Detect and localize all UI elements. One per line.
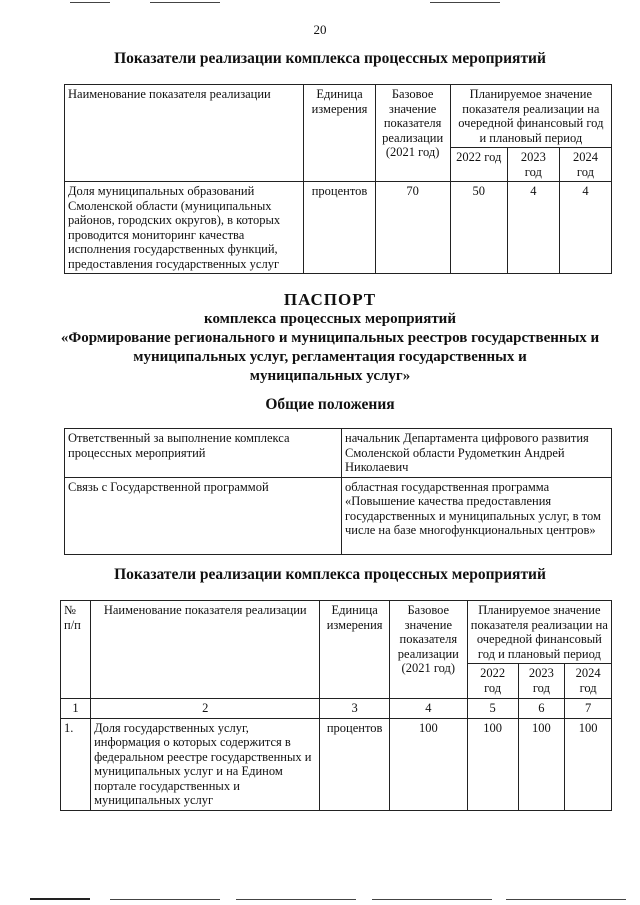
scan-artifact (506, 899, 626, 900)
header-year-2022: 2022 год (450, 148, 507, 182)
header-year-2024: 2024 год (565, 664, 612, 699)
indicator-2024: 100 (565, 718, 612, 810)
passport-subtitle (40, 310, 620, 386)
scan-artifact (430, 2, 500, 3)
table-row (65, 429, 612, 478)
header-num: № п/п (61, 601, 91, 699)
indicator-name: Доля государственных услуг, информация о которых содержится в федеральном реестре государственных и муниципальных услуг и на Едином портале государственных и муниципальных услуг (91, 718, 320, 810)
header-planned: Планируемое значение показателя реализации на очередной финансовый год и плановый период (450, 85, 611, 148)
header-base-label: Базовое значение показателя реализации (382, 87, 444, 145)
header-base-label: Базовое значение показателя реализации (397, 603, 459, 661)
passport-line-4: муниципальных услуг» (249, 368, 411, 384)
indicator-unit: процентов (304, 182, 375, 274)
table-row (65, 477, 612, 554)
scan-artifact (30, 898, 90, 900)
scan-artifact (70, 2, 110, 3)
general-heading: Общие положения (265, 396, 395, 413)
indicator-2023: 4 (507, 182, 559, 274)
header-base (389, 601, 467, 699)
indicator-2023: 100 (518, 718, 565, 810)
table-row (65, 182, 612, 274)
passport-line-2: «Формирование регионального и муниципальных реестров государственных и (60, 330, 600, 346)
general-value: областная государственная программа «Повышение качества предоставления государственных и муниципальных услуг, в том числе на базе многофункциональных центров» (342, 477, 612, 554)
header-planned: Планируемое значение показателя реализации на очередной финансовый год и плановый период (467, 601, 611, 664)
header-name: Наименование показателя реализации (65, 85, 304, 182)
passport-title: ПАСПОРТ (283, 290, 377, 309)
scan-artifact (110, 899, 220, 900)
general-label: Связь с Государственной программой (65, 477, 342, 554)
header-year-2024: 2024 год (559, 148, 611, 182)
general-value: начальник Департамента цифрового развития Смоленской области Рудометкин Андрей Николаевич (342, 429, 612, 478)
column-number: 1 (61, 699, 91, 719)
column-number: 4 (389, 699, 467, 719)
header-base (375, 85, 450, 182)
indicators-table-1 (64, 84, 612, 274)
column-number: 6 (518, 699, 565, 719)
section1-heading: Показатели реализации комплекса процессных мероприятий (114, 50, 546, 67)
header-year-2022: 2022 год (467, 664, 518, 699)
column-number: 7 (565, 699, 612, 719)
column-number: 2 (91, 699, 320, 719)
general-label: Ответственный за выполнение комплекса процессных мероприятий (65, 429, 342, 478)
column-number: 3 (320, 699, 390, 719)
header-name: Наименование показателя реализации (91, 601, 320, 699)
indicator-2022: 50 (450, 182, 507, 274)
scan-artifact (372, 899, 492, 900)
indicator-base: 70 (375, 182, 450, 274)
page-number: 20 (313, 22, 327, 37)
header-unit: Единица измерения (304, 85, 375, 182)
indicator-name: Доля муниципальных образований Смоленской области (муниципальных районов, городских округов), в которых проводится мониторинг качества исполнения государственных функций, предоставления государственных услуг (65, 182, 304, 274)
header-base-year: (2021 год) (385, 145, 440, 159)
header-base-year: (2021 год) (401, 661, 456, 675)
passport-line-3: муниципальных услуг, регламентация государственных и (133, 349, 527, 365)
scan-artifact (150, 2, 220, 3)
column-numbers-row (61, 699, 612, 719)
section2-heading: Показатели реализации комплекса процессных мероприятий (114, 566, 546, 583)
indicator-num: 1. (61, 718, 91, 810)
header-unit: Единица измерения (320, 601, 390, 699)
header-year-2023: 2023 год (507, 148, 559, 182)
indicator-2024: 4 (559, 182, 611, 274)
column-number: 5 (467, 699, 518, 719)
indicators-table-2 (60, 600, 612, 811)
indicator-2022: 100 (467, 718, 518, 810)
indicator-base: 100 (389, 718, 467, 810)
general-table (64, 428, 612, 555)
indicator-unit: процентов (320, 718, 390, 810)
passport-line-1: комплекса процессных мероприятий (204, 311, 456, 327)
table-row (61, 718, 612, 810)
scan-artifact (236, 899, 356, 900)
header-year-2023: 2023 год (518, 664, 565, 699)
